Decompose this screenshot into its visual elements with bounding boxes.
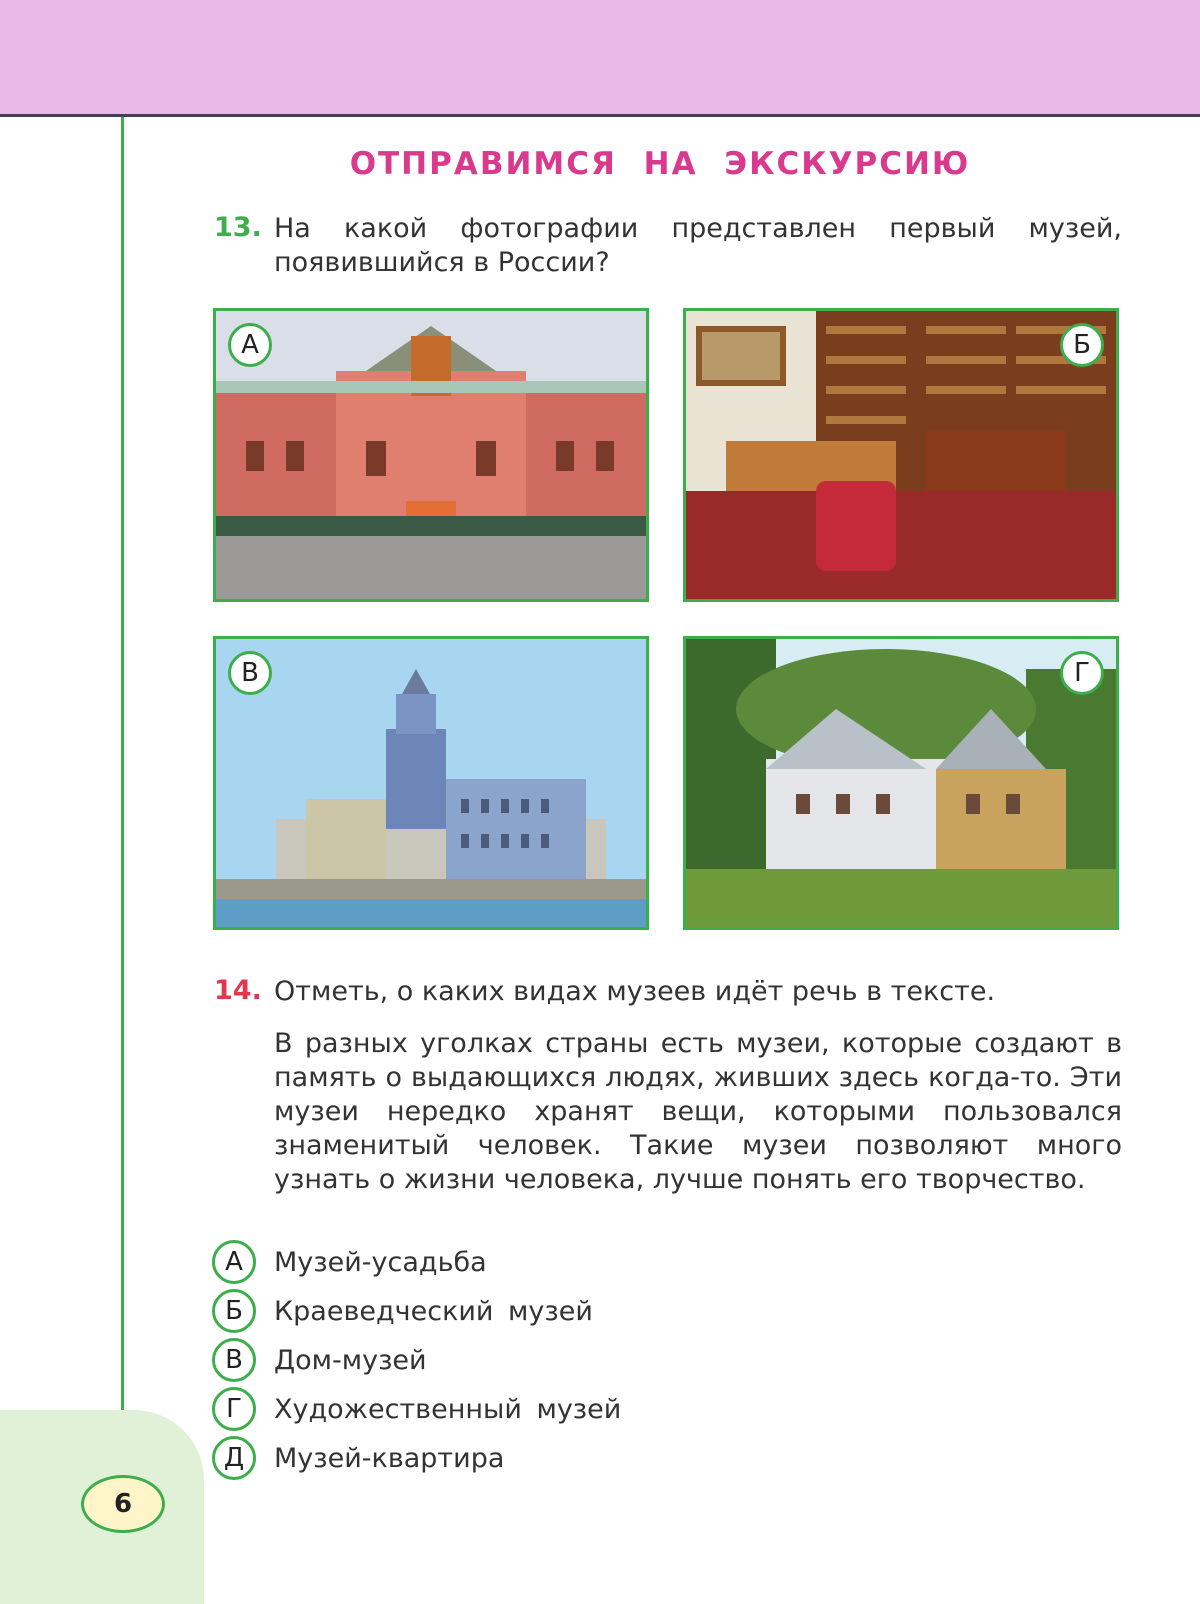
option-d[interactable]: [212, 1436, 504, 1480]
photo-a[interactable]: [213, 308, 649, 602]
option-d-circle[interactable]: Д: [212, 1436, 256, 1480]
option-v[interactable]: [212, 1338, 427, 1382]
task-14-question: Отметь, о каких видах музеев идёт речь в тексте.: [274, 976, 996, 1007]
option-a-label: Музей-усадьба: [274, 1246, 487, 1278]
task-14-passage: В разных уголках страны есть музеи, которые создают в память о выдающихся людях, живших здесь когда-то. Эти музеи нередко хранят вещи, которыми пользовался знаменитый человек. Такие музеи позволяют много узнать о жизни человека, лучше понять его творчество.: [274, 1028, 1122, 1195]
photo-a-image: [216, 311, 646, 599]
option-a[interactable]: [212, 1240, 487, 1284]
photo-c[interactable]: [213, 636, 649, 930]
photo-d[interactable]: [683, 636, 1119, 930]
option-b[interactable]: [212, 1289, 593, 1333]
photo-c-image: [216, 639, 646, 927]
option-v-circle[interactable]: В: [212, 1338, 256, 1382]
option-b-circle[interactable]: Б: [212, 1289, 256, 1333]
option-v-label: Дом-музей: [274, 1344, 427, 1376]
option-b-label: Краеведческий музей: [274, 1295, 593, 1327]
photo-b-image: [686, 311, 1116, 599]
option-d-label: Музей-квартира: [274, 1442, 505, 1474]
photo-c-badge: В: [228, 651, 272, 695]
task-13-question: На какой фотографии представлен первый музей, появившийся в России?: [274, 213, 1122, 278]
page-number: 6: [81, 1475, 165, 1533]
header-rule: [0, 114, 1200, 117]
photo-d-badge: Г: [1060, 651, 1104, 695]
photo-b-badge: Б: [1060, 323, 1104, 367]
photo-b[interactable]: [683, 308, 1119, 602]
page-title: ОТПРАВИМСЯ НА ЭКСКУРСИЮ: [349, 146, 971, 182]
option-g-label: Художественный музей: [274, 1393, 622, 1425]
option-g-circle[interactable]: Г: [212, 1387, 256, 1431]
option-a-circle[interactable]: А: [212, 1240, 256, 1284]
photo-a-badge: А: [228, 323, 272, 367]
header-band: [0, 0, 1200, 114]
task-14-number: 14.: [214, 975, 262, 1006]
photo-d-image: [686, 639, 1116, 927]
option-g[interactable]: [212, 1387, 621, 1431]
task-13-number: 13.: [214, 212, 262, 243]
margin-line: [121, 117, 124, 1477]
